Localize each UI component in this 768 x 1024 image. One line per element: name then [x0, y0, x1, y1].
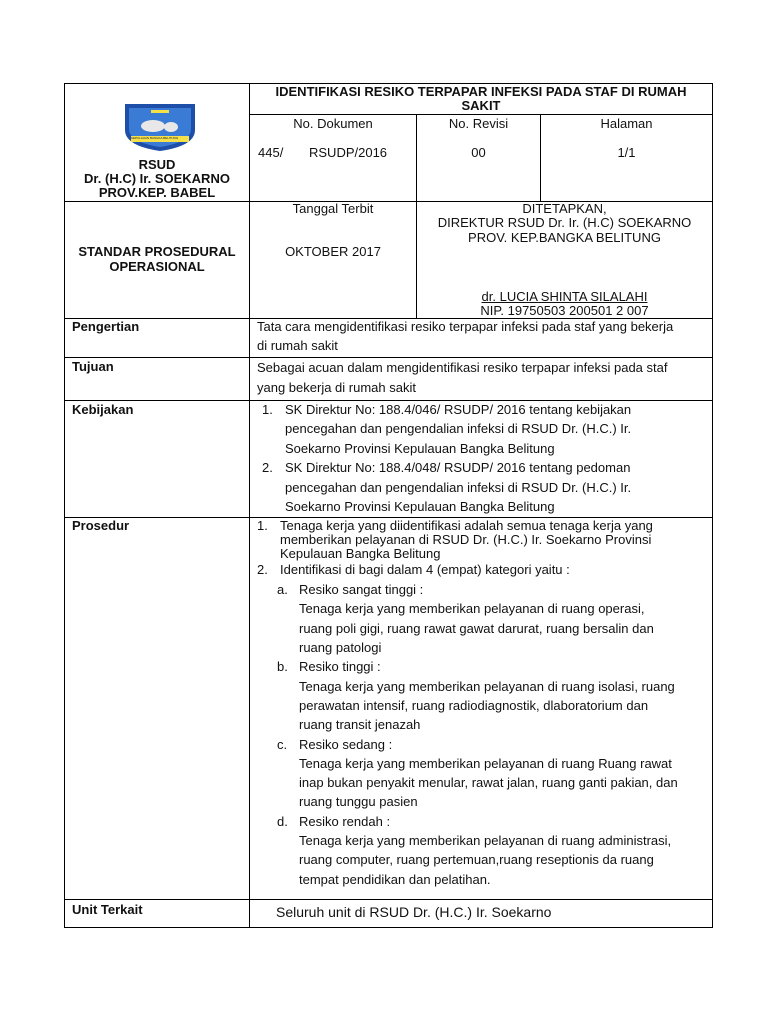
category-line: ruang transit jenazah — [299, 717, 421, 732]
prosedur-item-number: 1. — [257, 518, 268, 533]
hospital-name-line1: RSUD — [138, 157, 176, 172]
row-divider — [249, 114, 712, 115]
category-title: Resiko sedang : — [299, 737, 393, 752]
prosedur-item-line: Tenaga kerja yang diidentifikasi adalah semua tenaga kerja yang — [280, 518, 653, 533]
unit-terkait-value: Seluruh unit di RSUD Dr. (H.C.) Ir. Soekarno — [276, 904, 552, 920]
issue-date-value: OKTOBER 2017 — [285, 244, 381, 259]
row-divider — [64, 400, 713, 401]
province-emblem-icon — [121, 100, 199, 152]
tujuan-text-line2: yang bekerja di rumah sakit — [257, 380, 416, 395]
category-letter: b. — [277, 659, 288, 674]
table-border-right — [712, 83, 713, 928]
kebijakan-item-line: Soekarno Provinsi Kepulauan Bangka Belitung — [285, 441, 555, 456]
page-value: 1/1 — [617, 145, 636, 160]
kebijakan-item-line: Soekarno Provinsi Kepulauan Bangka Belitung — [285, 499, 555, 514]
logo-ribbon-text: KEPULAUAN BANGKA BELITUNG — [131, 136, 179, 140]
kebijakan-item-number: 2. — [262, 460, 273, 475]
unit-terkait-label: Unit Terkait — [72, 902, 143, 917]
category-line: inap bukan penyakit menular, rawat jalan, ruang ganti pakian, dan — [299, 775, 678, 790]
kebijakan-label: Kebijakan — [72, 402, 134, 417]
category-letter: a. — [277, 582, 288, 597]
pengertian-label: Pengertian — [72, 319, 140, 334]
category-line: Tenaga kerja yang memberikan pelayanan di ruang operasi, — [299, 601, 645, 616]
category-title: Resiko sangat tinggi : — [299, 582, 424, 597]
doc-number-value: RSUDP/2016 — [309, 145, 388, 160]
sop-label-line2: OPERASIONAL — [109, 259, 205, 274]
approval-line3: PROV. KEP.BANGKA BELITUNG — [468, 230, 661, 245]
category-line: ruang tunggu pasien — [299, 794, 418, 809]
revision-value: 00 — [471, 145, 486, 160]
category-line: Tenaga kerja yang memberikan pelayanan di ruang isolasi, ruang — [299, 679, 675, 694]
approval-line2: DIREKTUR RSUD Dr. Ir. (H.C) SOEKARNO — [437, 215, 692, 230]
kebijakan-item-line: SK Direktur No: 188.4/046/ RSUDP/ 2016 tentang kebijakan — [285, 402, 632, 417]
signer-nip: NIP. 19750503 200501 2 007 — [480, 303, 649, 318]
kebijakan-item-line: SK Direktur No: 188.4/048/ RSUDP/ 2016 tentang pedoman — [285, 460, 631, 475]
pengertian-text-line1: Tata cara mengidentifikasi resiko terpapar infeksi pada staf yang bekerja — [257, 319, 674, 334]
kebijakan-item-line: pencegahan dan pengendalian infeksi di RSUD Dr. (H.C.) Ir. — [285, 480, 632, 495]
kebijakan-item-line: pencegahan dan pengendalian infeksi di RSUD Dr. (H.C.) Ir. — [285, 421, 632, 436]
prosedur-item-line: memberikan pelayanan di RSUD Dr. (H.C.) Ir. Soekarno Provinsi — [280, 532, 652, 547]
category-line: perawatan intensif, ruang radiodiagnostik, dlaboratorium dan — [299, 698, 649, 713]
issue-date-label: Tanggal Terbit — [292, 201, 374, 216]
doc-number-label: No. Dokumen — [293, 116, 373, 131]
table-border-bottom — [64, 927, 713, 928]
category-title: Resiko rendah : — [299, 814, 391, 829]
prosedur-item-number: 2. — [257, 562, 268, 577]
tujuan-text-line1: Sebagai acuan dalam mengidentifikasi resiko terpapar infeksi pada staf — [257, 360, 668, 375]
category-line: ruang patologi — [299, 640, 382, 655]
hospital-logo — [121, 100, 199, 152]
category-line: ruang poli gigi, ruang rawat gawat darurat, ruang bersalin dan — [299, 621, 654, 636]
prosedur-item-line: Identifikasi di bagi dalam 4 (empat) kategori yaitu : — [280, 562, 570, 577]
logo-caption: PROVINSI — [150, 97, 170, 102]
kebijakan-item-number: 1. — [262, 402, 273, 417]
hospital-name-line3: PROV.KEP. BABEL — [98, 185, 216, 200]
category-line: Tenaga kerja yang memberikan pelayanan di ruang Ruang rawat — [299, 756, 672, 771]
signer-name: dr. LUCIA SHINTA SILALAHI — [481, 289, 648, 304]
prosedur-item-line: Kepulauan Bangka Belitung — [280, 546, 441, 561]
category-line: Tenaga kerja yang memberikan pelayanan di ruang administrasi, — [299, 833, 672, 848]
category-letter: d. — [277, 814, 288, 829]
approval-line1: DITETAPKAN, — [522, 201, 607, 216]
category-title: Resiko tinggi : — [299, 659, 381, 674]
table-border-left — [64, 83, 65, 928]
sop-label-line1: STANDAR PROSEDURAL — [78, 244, 236, 259]
revision-label: No. Revisi — [448, 116, 509, 131]
doc-number-value-prefix: 445/ — [258, 145, 284, 160]
row-divider — [64, 357, 713, 358]
category-line: tempat pendidikan dan pelatihan. — [299, 872, 491, 887]
prosedur-label: Prosedur — [72, 518, 130, 533]
pengertian-text-line2: di rumah sakit — [257, 338, 338, 353]
category-letter: c. — [277, 737, 288, 752]
tujuan-label: Tujuan — [72, 359, 114, 374]
row-divider — [64, 899, 713, 900]
page-label: Halaman — [600, 116, 653, 131]
hospital-name-line2: Dr. (H.C) Ir. SOEKARNO — [84, 171, 230, 186]
document-title-line2: SAKIT — [461, 98, 501, 113]
document-title-line1: IDENTIFIKASI RESIKO TERPAPAR INFEKSI PADA STAF DI RUMAH — [275, 84, 687, 99]
category-line: ruang computer, ruang pertemuan,ruang reseptionis da ruang — [299, 852, 654, 867]
